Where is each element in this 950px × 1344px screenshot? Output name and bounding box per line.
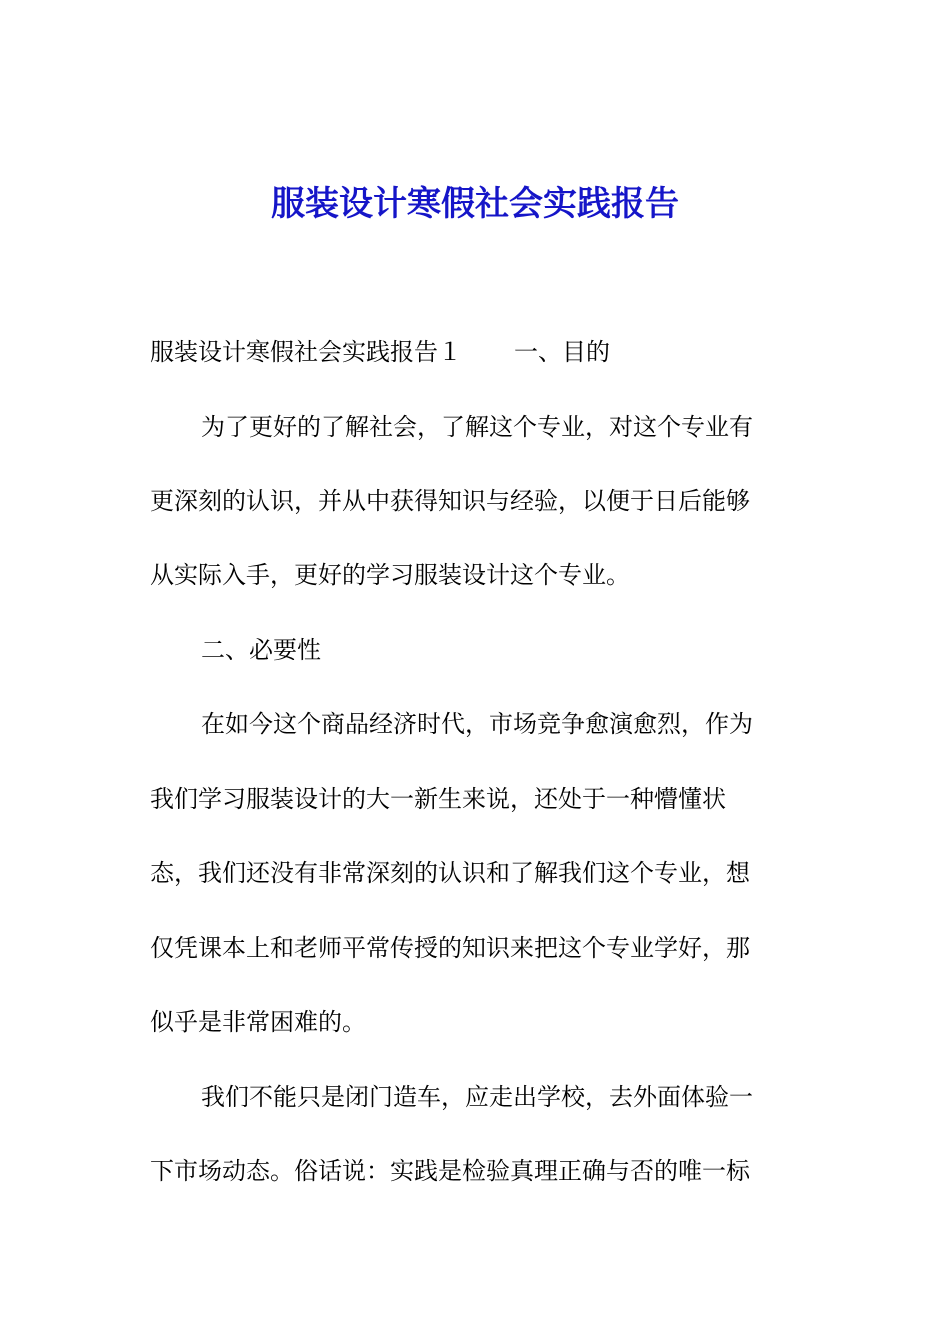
paragraph-line-heading [150,334,610,370]
paragraph-line: 仅凭课本上和老师平常传授的知识来把这个专业学好，那 [150,934,750,962]
paragraph-line: 更深刻的认识，并从中获得知识与经验，以便于日后能够 [150,487,750,515]
report-subtitle: 服装设计寒假社会实践报告１ [150,338,462,366]
paragraph-line: 在如今这个商品经济时代，市场竞争愈演愈烈，作为 [201,710,753,738]
paragraph-line: 我们学习服装设计的大一新生来说，还处于一种懵懂状 [150,785,726,813]
paragraph-line: 从实际入手，更好的学习服装设计这个专业。 [150,561,630,589]
paragraph-line: 下市场动态。俗话说：实践是检验真理正确与否的唯一标 [150,1157,750,1185]
paragraph-line: 态，我们还没有非常深刻的认识和了解我们这个专业，想 [150,859,750,887]
paragraph-line: 为了更好的了解社会，了解这个专业，对这个专业有 [201,413,753,441]
paragraph-line: 我们不能只是闭门造车，应走出学校，去外面体验一 [201,1083,753,1111]
document-title: 服装设计寒假社会实践报告 [271,184,679,224]
section-heading-purpose: 一、目的 [514,338,610,366]
paragraph-line: 似乎是非常困难的。 [150,1008,366,1036]
section-heading-necessity: 二、必要性 [201,636,321,664]
